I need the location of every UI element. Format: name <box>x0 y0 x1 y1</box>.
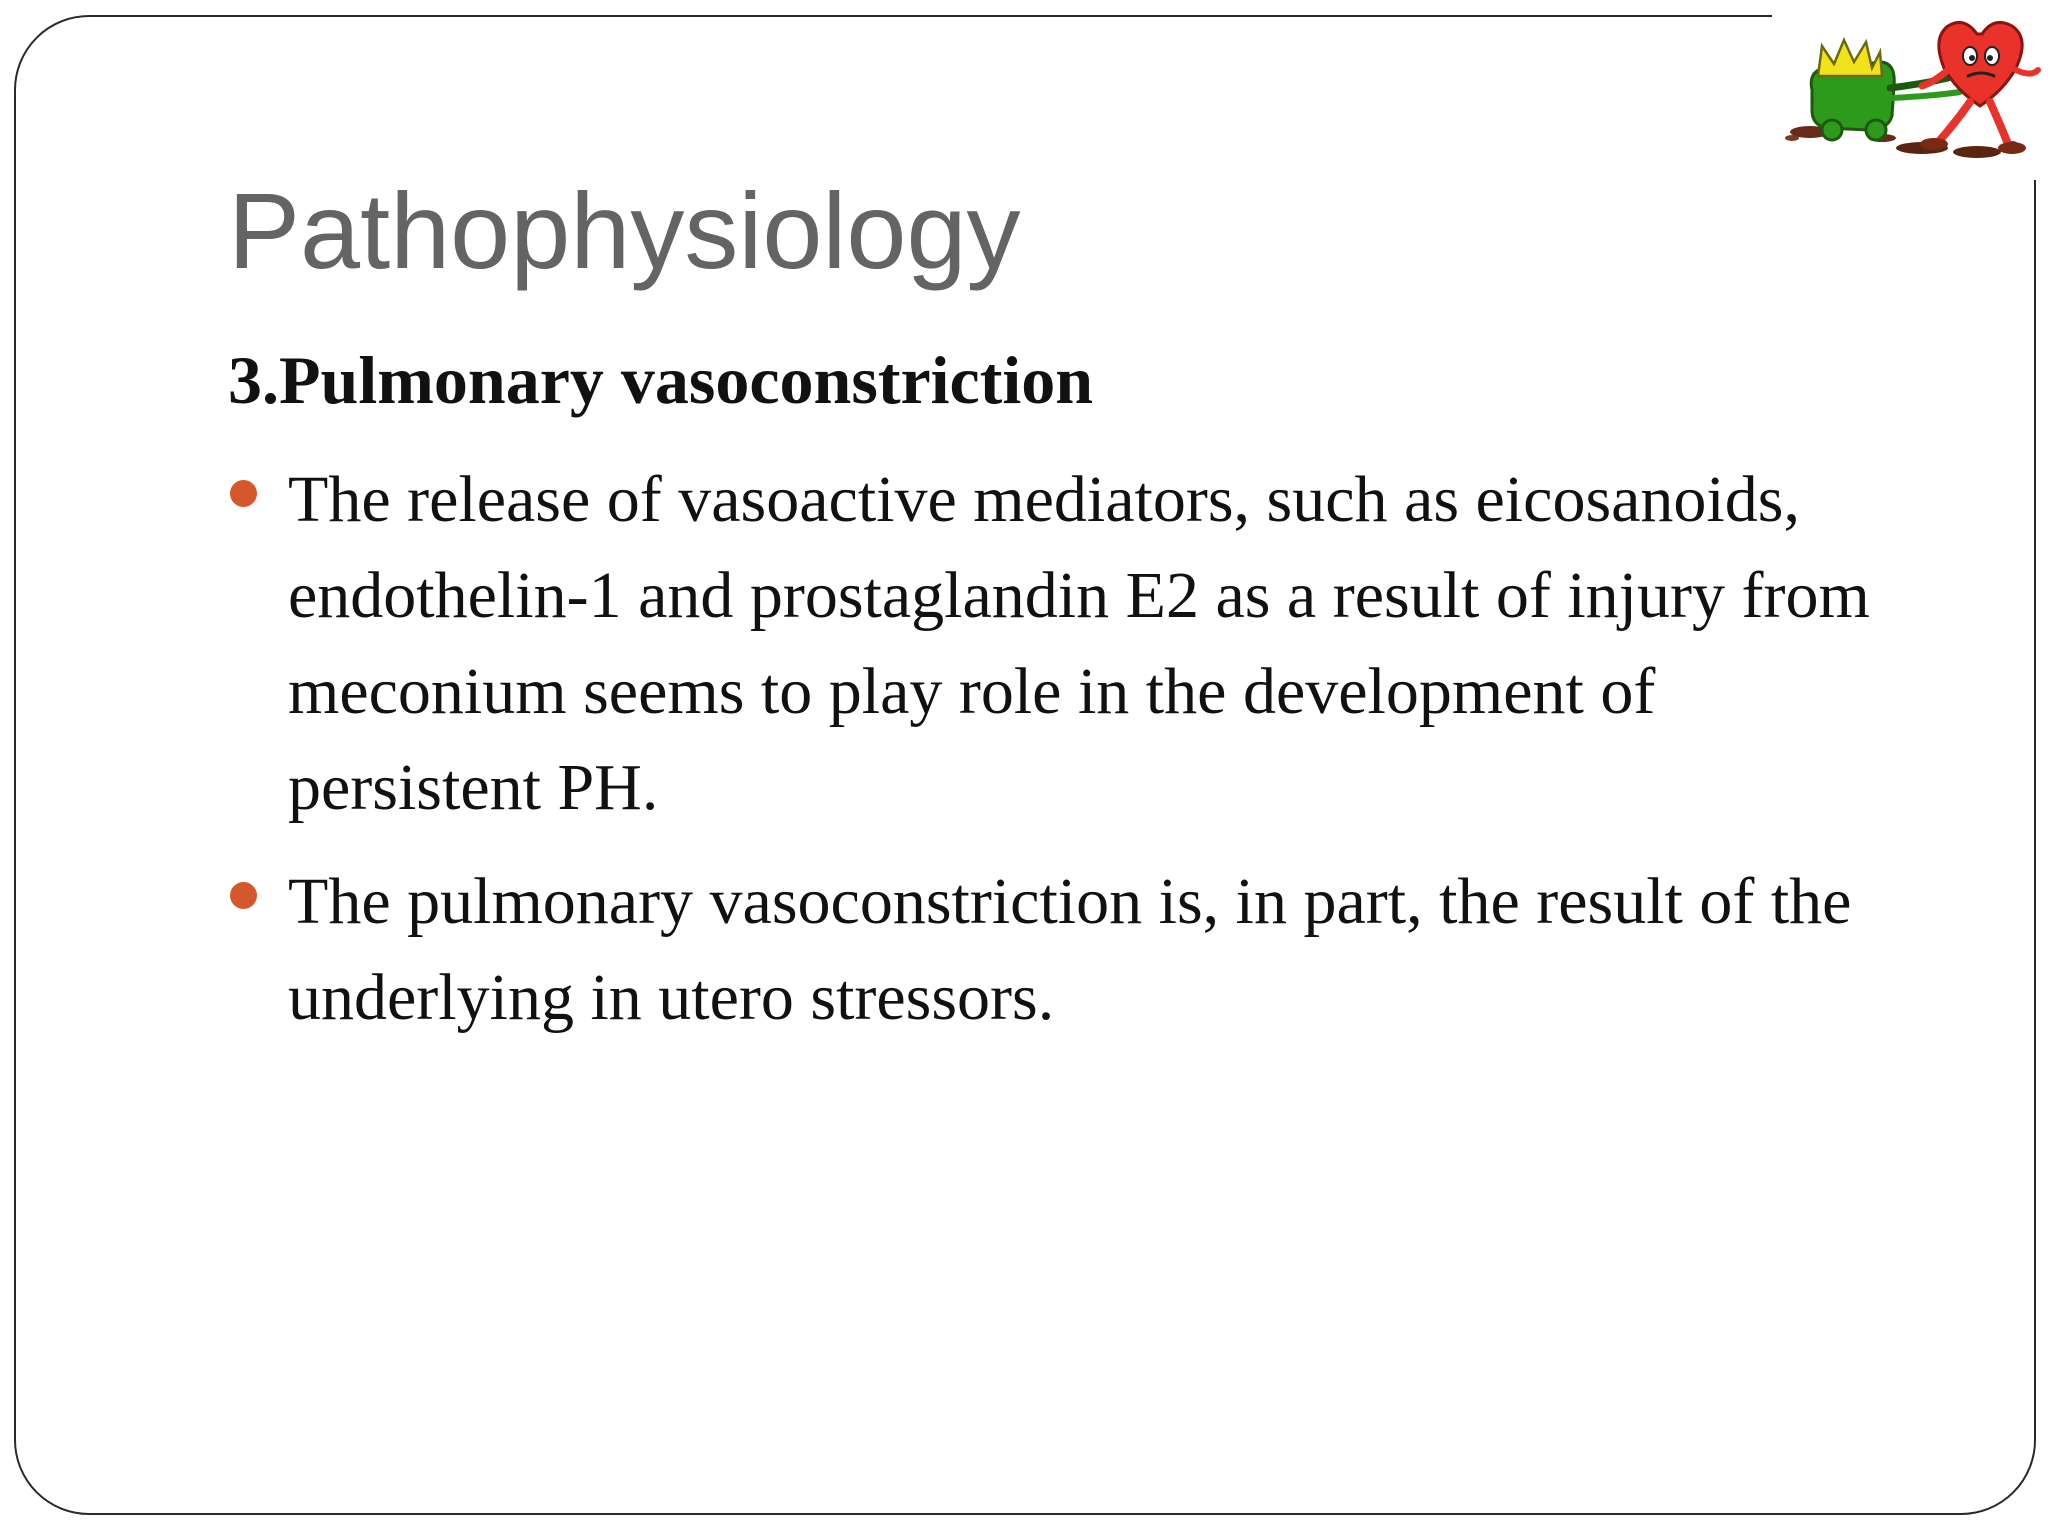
section-heading: 3.Pulmonary vasoconstriction <box>228 342 1094 418</box>
bullet-text: The pulmonary vasoconstriction is, in part, the result of the underlying in utero stressors. <box>288 865 1852 1034</box>
bullet-text: The release of vasoactive mediators, such as eicosanoids, endothelin-1 and prostaglandin E2 as a result of injury from meconium seems to play role in the development of persistent PH. <box>288 463 1870 824</box>
bullet-dot-icon <box>230 882 257 909</box>
slide-title: Pathophysiology <box>228 170 1021 291</box>
cartoon-heart-pulling-lung-icon <box>1772 12 2048 180</box>
bullet-item <box>230 854 1910 1046</box>
bullet-dot-icon <box>230 480 257 507</box>
bullet-list <box>230 452 1910 1064</box>
bullet-item <box>230 452 1910 836</box>
